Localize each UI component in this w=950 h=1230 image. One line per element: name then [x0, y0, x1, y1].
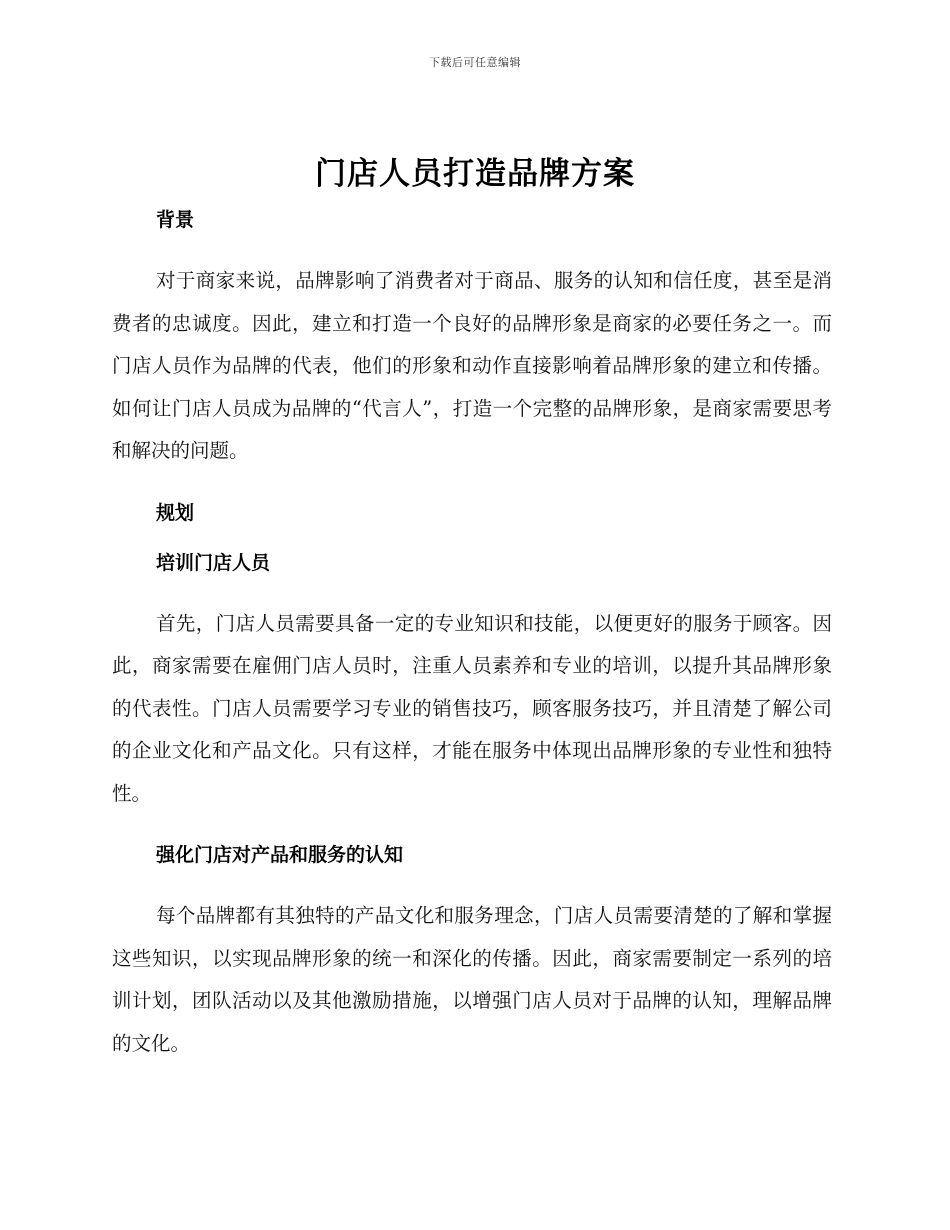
- document-body: [112, 204, 832, 1065]
- header-note: 下载后可任意编辑: [429, 56, 521, 69]
- paragraph-training: 首先，门店人员需要具备一定的专业知识和技能，以便更好的服务于顾客。因此，商家需要在雇佣门店人员时，注重人员素养和专业的培训，以提升其品牌形象的代表性。门店人员需要学习专业的销售技巧，顾客服务技巧，并且清楚了解公司的企业文化和产品文化。只有这样，才能在服务中体现出品牌形象的专业性和独特性。: [112, 611, 832, 805]
- paragraph-background: 对于商家来说，品牌影响了消费者对于商品、服务的认知和信任度，甚至是消费者的忠诚度。因此，建立和打造一个良好的品牌形象是商家的必要任务之一。而门店人员作为品牌的代表，他们的形象和动作直接影响着品牌形象的建立和传播。如何让门店人员成为品牌的“代言人”，打造一个完整的品牌形象，是商家需要思考和解决的问题。: [112, 269, 832, 462]
- subsection-heading-training: 培训门店人员: [156, 551, 271, 574]
- subsection-heading-awareness: 强化门店对产品和服务的认知: [156, 844, 404, 866]
- section-heading-planning: 规划: [156, 501, 195, 524]
- paragraph-awareness: 每个品牌都有其独特的产品文化和服务理念，门店人员需要清楚的了解和掌握这些知识，以实现品牌形象的统一和深化的传播。因此，商家需要制定一系列的培训计划，团队活动以及其他激励措施，以增强门店人员对于品牌的认知，理解品牌的文化。: [112, 904, 832, 1055]
- document-title: 门店人员打造品牌方案: [315, 156, 635, 192]
- section-heading-background: 背景: [156, 209, 195, 231]
